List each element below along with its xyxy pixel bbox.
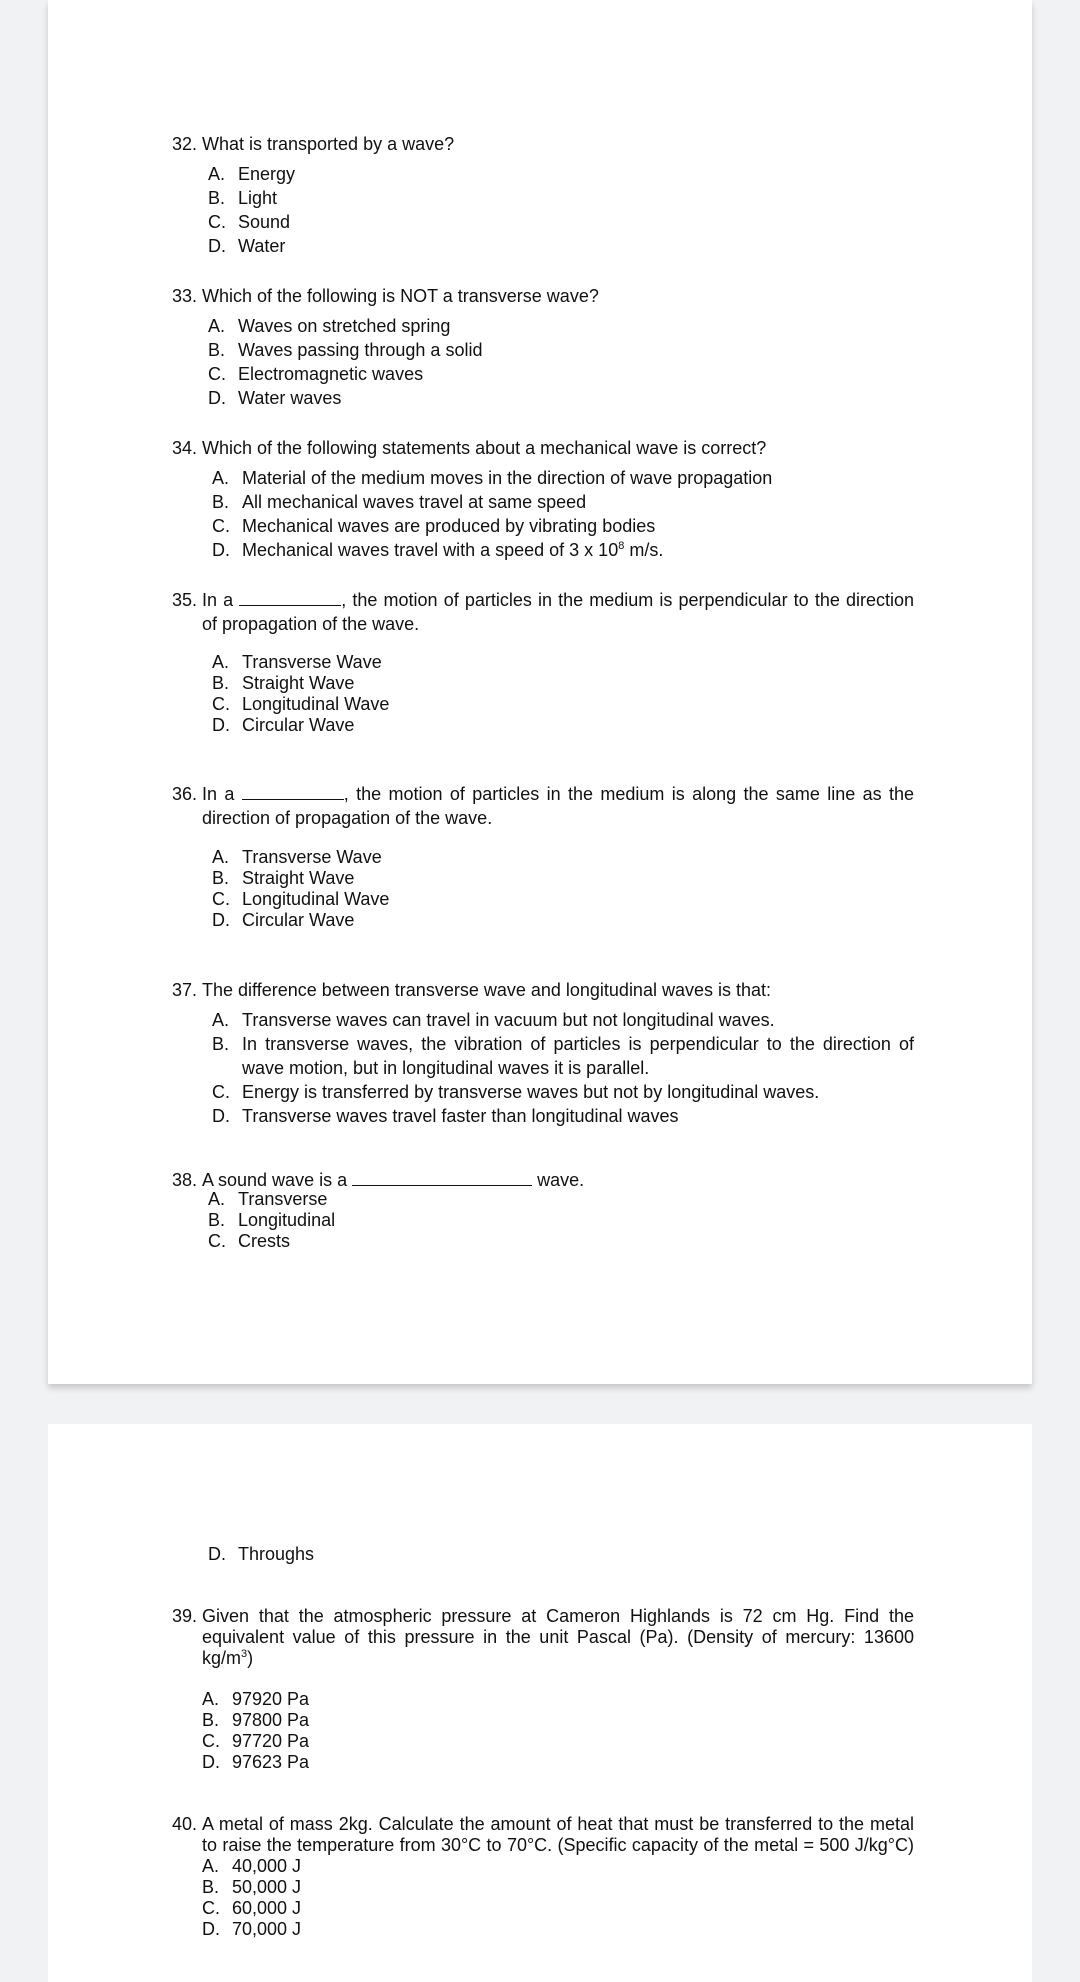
option-b: B. In transverse waves, the vibration of particles is perpendicular to the direction of — [212, 1034, 914, 1054]
option-c: C. Sound — [208, 212, 291, 232]
option-a: A. Waves on stretched spring — [208, 316, 451, 336]
option-b: B. All mechanical waves travel at same speed — [212, 492, 587, 512]
question-number: 40. — [172, 1814, 198, 1834]
option-a: A. Transverse waves can travel in vacuum but not longitudinal waves. — [212, 1010, 775, 1030]
question-text: In a , the motion of particles in the medium is along the same line as the — [202, 784, 914, 804]
options-38-continued — [208, 1542, 314, 1566]
question-text-line-2: direction of propagation of the wave. — [202, 808, 493, 828]
question-39 — [172, 1606, 914, 1672]
question-text: Which of the following is NOT a transverse wave? — [202, 286, 599, 306]
option-a: A. Transverse Wave — [212, 652, 382, 672]
option-b: B. Straight Wave — [212, 868, 355, 888]
option-c: C. Longitudinal Wave — [212, 889, 390, 909]
option-a: A. Transverse — [208, 1189, 328, 1209]
question-text-line-2: equivalent value of this pressure in the unit Pascal (Pa). (Density of mercury: 13600 — [202, 1627, 914, 1647]
option-a: A. 97920 Pa — [202, 1689, 310, 1709]
document-page-1 — [48, 0, 1032, 1384]
question-number: 34. — [172, 438, 198, 458]
question-text-line-3: $kg/m^3$) — [202, 1648, 254, 1668]
option-b: B. Longitudinal — [208, 1210, 336, 1230]
options-35 — [212, 652, 389, 736]
question-text: The difference between transverse wave and longitudinal waves is that: — [202, 980, 772, 1000]
options-34 — [212, 466, 772, 562]
answer-blank — [242, 782, 344, 800]
option-c: C. Crests — [208, 1231, 291, 1251]
option-d: D. Transverse waves travel faster than longitudinal waves — [212, 1106, 679, 1126]
option-a: A. Energy — [208, 164, 296, 184]
option-d: D. Circular Wave — [212, 910, 355, 930]
options-33 — [208, 314, 482, 410]
option-d: D. 97623 Pa — [202, 1752, 310, 1772]
option-b: B. Straight Wave — [212, 673, 355, 693]
option-d: D. Mechanical waves travel with a speed of 3 x $10^8$ m/s. — [212, 540, 664, 560]
option-c: C. 60,000 J — [202, 1898, 302, 1918]
options-37 — [212, 1008, 914, 1128]
options-38 — [208, 1189, 335, 1252]
option-c: C. Mechanical waves are produced by vibrating bodies — [212, 516, 656, 536]
option-d: D. Circular Wave — [212, 715, 355, 735]
question-text-line-2: of propagation of the wave. — [202, 614, 420, 634]
answer-blank — [352, 1168, 532, 1186]
option-d: D. Water waves — [208, 388, 342, 408]
question-text-end: wave. — [537, 1170, 585, 1190]
question-number: 36. — [172, 784, 198, 804]
question-text: A sound wave is a — [202, 1170, 348, 1190]
question-text: What is transported by a wave? — [202, 134, 455, 154]
question-number: 35. — [172, 590, 198, 610]
option-d: D. Water — [208, 236, 286, 256]
option-b-line-2: wave motion, but in longitudinal waves it is parallel. — [242, 1058, 650, 1078]
option-b: B. 97800 Pa — [202, 1710, 310, 1730]
question-40 — [172, 1814, 914, 1858]
question-text: Given that the atmospheric pressure at Cameron Highlands is 72 cm Hg. Find the — [202, 1606, 914, 1626]
question-number: 33. — [172, 286, 198, 306]
question-text-line-2: to raise the temperature from 30°C to 70°C. (Specific capacity of the metal = 500 J/kg°C) — [202, 1835, 914, 1855]
options-40 — [202, 1856, 301, 1940]
question-number: 38. — [172, 1170, 198, 1190]
option-c: C. Longitudinal Wave — [212, 694, 390, 714]
option-c: C. Energy is transferred by transverse waves but not by longitudinal waves. — [212, 1082, 820, 1102]
options-36 — [212, 847, 389, 931]
question-text: A metal of mass 2kg. Calculate the amount of heat that must be transferred to the metal — [202, 1814, 914, 1834]
option-a: A. Material of the medium moves in the direction of wave propagation — [212, 468, 773, 488]
options-32 — [208, 162, 295, 258]
question-number: 37. — [172, 980, 198, 1000]
question-text: Which of the following statements about a mechanical wave is correct? — [202, 438, 767, 458]
question-35 — [172, 588, 914, 636]
option-b: B. Waves passing through a solid — [208, 340, 483, 360]
document-page-2 — [48, 1424, 1032, 1982]
answer-blank — [239, 588, 341, 606]
question-number: 32. — [172, 134, 198, 154]
options-39 — [202, 1689, 309, 1773]
option-c: C. 97720 Pa — [202, 1731, 310, 1751]
option-d: D. Throughs — [208, 1544, 315, 1564]
option-b: B. Light — [208, 188, 278, 208]
option-b: B. 50,000 J — [202, 1877, 302, 1897]
option-a: A. 40,000 J — [202, 1856, 302, 1876]
question-number: 39. — [172, 1606, 198, 1626]
question-text: In a , the motion of particles in the medium is perpendicular to the direction — [202, 590, 914, 610]
option-d: D. 70,000 J — [202, 1919, 302, 1939]
option-c: C. Electromagnetic waves — [208, 364, 424, 384]
option-a: A. Transverse Wave — [212, 847, 382, 867]
question-36 — [172, 782, 914, 830]
